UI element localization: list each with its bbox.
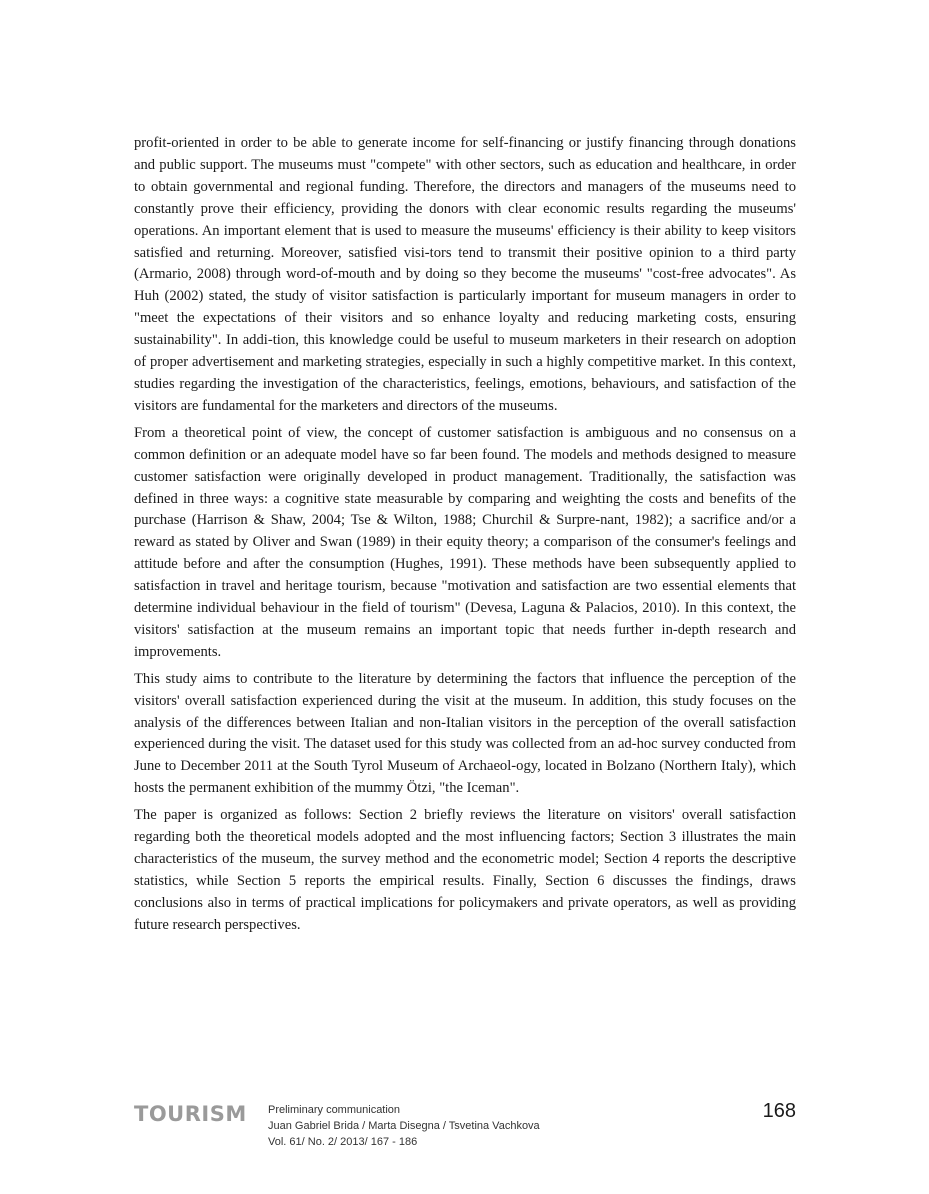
- page-number: 168: [762, 1100, 796, 1122]
- journal-logo: TOURISM: [134, 1102, 247, 1126]
- paragraph-2: From a theoretical point of view, the concept of customer satisfaction is ambiguous and no consensus on a common definition or an adequate model have so far been found. The models and methods designed to measure customer satisfaction were originally developed in product management. Traditionally, the satisfaction was defined in three ways: a cognitive state measurable by comparing and weighting the costs and benefits of the purchase (Harrison & Shaw, 2004; Tse & Wilton, 1988; Churchil & Surpre-nant, 1982); a sacrifice and/or a reward as stated by Oliver and Swan (1989) in their equity theory; a comparison of the consumer's feelings and attitude before and after the consumption (Hughes, 1991). These methods have been subsequently applied to satisfaction in travel and heritage tourism, because "motivation and satisfaction are two essential elements that determine individual behaviour in the field of tourism" (Devesa, Laguna & Palacios, 2010). In this context, the visitors' satisfaction at the museum remains an important topic that needs further in-depth research and improvements.: [134, 424, 796, 660]
- paragraph-3: This study aims to contribute to the literature by determining the factors that influence the perception of the visitors' overall satisfaction experienced during the visit at the museum. In addition, this study focuses on the analysis of the differences between Italian and non-Italian visitors in the perception of the overall satisfaction experienced during the visit. The dataset used for this study was collected from an ad-hoc survey conducted from June to December 2011 at the South Tyrol Museum of Archaeol-ogy, located in Bolzano (Northern Italy), which hosts the permanent exhibition of the mummy Ötzi, "the Iceman".: [134, 670, 796, 797]
- article-type: Preliminary communication: [268, 1104, 401, 1116]
- paragraph-1: profit-oriented in order to be able to generate income for self-financing or justify financing through donations and public support. The museums must "compete" with other sectors, such as education and healthcare, in order to obtain governmental and regional funding. Therefore, the directors and managers of the museums need to constantly prove their efficiency, providing the donors with clear economic results regarding the museums' operations. An important element that is used to measure the museums' efficiency is their ability to keep visitors satisfied and returning. Moreover, satisfied visi-tors tend to transmit their positive opinion to a third party (Armario, 2008) through word-of-mouth and by doing so they become the museums' "cost-free advocates". As Huh (2002) stated, the study of visitor satisfaction is particularly important for museum managers in order to "meet the expectations of their visitors and so enhance loyalty and reducing marketing costs, ensuring sustainability". In addi-tion, this knowledge could be useful to museum marketers in their research on adoption of proper advertisement and marketing strategies, especially in such a highly competitive market. In this context, studies regarding the investigation of the characteristics, feelings, emotions, behaviours, and satisfaction of the visitors are fundamental for the marketers and directors of the museums.: [134, 135, 796, 414]
- article-meta: [268, 1102, 540, 1150]
- paragraph-4: The paper is organized as follows: Section 2 briefly reviews the literature on visitors' overall satisfaction regarding both the theoretical models adopted and the most influencing factors; Section 3 illustrates the main characteristics of the museum, the survey method and the econometric model; Section 4 reports the descriptive statistics, while Section 5 reports the empirical results. Finally, Section 6 discusses the findings, draws conclusions also in terms of practical implications for policymakers and private operators, as well as providing future research perspectives.: [134, 807, 796, 933]
- article-volume: Vol. 61/ No. 2/ 2013/ 167 - 186: [268, 1136, 418, 1148]
- article-authors: Juan Gabriel Brida / Marta Disegna / Tsvetina Vachkova: [268, 1120, 540, 1132]
- body-text: [134, 133, 796, 942]
- page-footer: [134, 1102, 796, 1152]
